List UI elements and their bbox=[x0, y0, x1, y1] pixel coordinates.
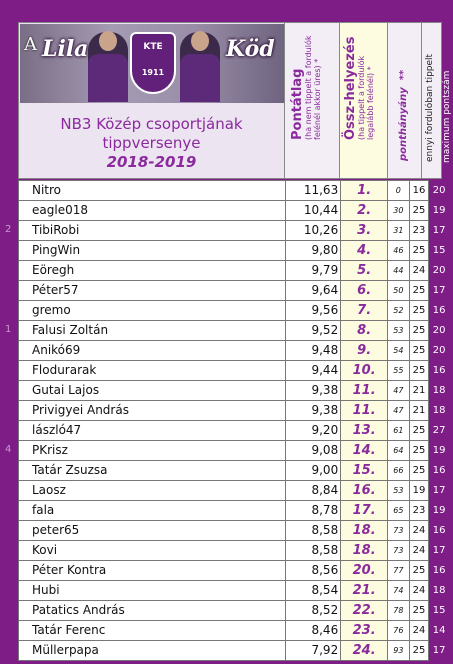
rounds-cell: 21 bbox=[409, 381, 429, 401]
table-row bbox=[19, 521, 450, 541]
player-name: Péter57 bbox=[19, 281, 286, 301]
rank-note-2: legalább felénél) bbox=[366, 72, 376, 141]
player-name: Tatár Zsuzsa bbox=[19, 461, 286, 481]
rounds-label: ennyi fordulóban tippelt bbox=[425, 54, 435, 163]
max-points-cell: 17 bbox=[429, 481, 449, 501]
crest-text: KTE bbox=[143, 42, 163, 52]
average-cell: 9,00 bbox=[286, 461, 341, 481]
table-row bbox=[19, 541, 450, 561]
ratio-cell: 64 bbox=[388, 441, 410, 461]
player-name: Anikó69 bbox=[19, 341, 286, 361]
rounds-cell: 24 bbox=[409, 541, 429, 561]
table-row bbox=[19, 221, 450, 241]
max-points-cell: 16 bbox=[429, 561, 449, 581]
max-points-cell: 17 bbox=[429, 221, 449, 241]
ratio-cell: 93 bbox=[388, 641, 410, 661]
rank-cell: 11. bbox=[341, 401, 388, 421]
rank-note-1: (ha tippelt a fordulók bbox=[357, 55, 367, 141]
average-cell: 8,84 bbox=[286, 481, 341, 501]
banner-word-left: Lila bbox=[42, 36, 89, 62]
rounds-cell: 25 bbox=[409, 641, 429, 661]
table-row bbox=[19, 341, 450, 361]
max-points-cell: 17 bbox=[429, 281, 449, 301]
ratio-cell: 50 bbox=[388, 281, 410, 301]
rounds-cell: 24 bbox=[409, 521, 429, 541]
title-line-2: tippversenye bbox=[102, 134, 201, 152]
player-name: eagle018 bbox=[19, 201, 286, 221]
average-cell: 9,20 bbox=[286, 421, 341, 441]
column-header-rank bbox=[340, 22, 388, 179]
banner-corner-letter: A bbox=[24, 34, 37, 55]
ratio-cell: 73 bbox=[388, 521, 410, 541]
rank-cell: 5. bbox=[341, 261, 388, 281]
rank-cell: 22. bbox=[341, 601, 388, 621]
average-cell: 9,79 bbox=[286, 261, 341, 281]
table-row bbox=[19, 461, 450, 481]
ratio-cell: 61 bbox=[388, 421, 410, 441]
crest-year: 1911 bbox=[141, 68, 165, 77]
table-row bbox=[19, 561, 450, 581]
max-points-cell: 19 bbox=[429, 201, 449, 221]
rank-cell: 14. bbox=[341, 441, 388, 461]
player-name: PKrisz bbox=[19, 441, 286, 461]
player-photo-left bbox=[88, 32, 128, 102]
rounds-cell: 24 bbox=[409, 261, 429, 281]
rank-cell: 7. bbox=[341, 301, 388, 321]
rounds-cell: 25 bbox=[409, 601, 429, 621]
max-points-cell: 19 bbox=[429, 441, 449, 461]
rank-cell: 13. bbox=[341, 421, 388, 441]
ratio-cell: 55 bbox=[388, 361, 410, 381]
max-label: maximum pontszám bbox=[442, 70, 452, 164]
ratio-cell: 47 bbox=[388, 401, 410, 421]
average-cell: 9,64 bbox=[286, 281, 341, 301]
rank-cell: 6. bbox=[341, 281, 388, 301]
table-header bbox=[18, 22, 452, 179]
player-name: Hubi bbox=[19, 581, 286, 601]
rank-cell: 3. bbox=[341, 221, 388, 241]
table-row bbox=[19, 481, 450, 501]
average-cell: 11,63 bbox=[286, 181, 341, 201]
ratio-cell: 53 bbox=[388, 321, 410, 341]
rank-cell: 1. bbox=[341, 181, 388, 201]
average-cell: 9,48 bbox=[286, 341, 341, 361]
side-row-marker: 2 bbox=[5, 224, 12, 235]
table-row bbox=[19, 641, 450, 661]
max-points-cell: 15 bbox=[429, 241, 449, 261]
table-row bbox=[19, 281, 450, 301]
club-crest-icon bbox=[130, 32, 176, 94]
season-label: 2018-2019 bbox=[106, 153, 197, 171]
banner-word-right: Köd bbox=[226, 36, 275, 62]
average-cell: 9,52 bbox=[286, 321, 341, 341]
player-name: Müllerpapa bbox=[19, 641, 286, 661]
average-cell: 9,38 bbox=[286, 401, 341, 421]
rank-cell: 10. bbox=[341, 361, 388, 381]
player-name: Falusi Zoltán bbox=[19, 321, 286, 341]
rounds-cell: 25 bbox=[409, 281, 429, 301]
rounds-cell: 25 bbox=[409, 321, 429, 341]
ratio-cell: 73 bbox=[388, 541, 410, 561]
rank-cell: 9. bbox=[341, 341, 388, 361]
max-points-cell: 16 bbox=[429, 361, 449, 381]
table-row bbox=[19, 261, 450, 281]
rounds-cell: 16 bbox=[409, 181, 429, 201]
player-name: peter65 bbox=[19, 521, 286, 541]
max-points-cell: 20 bbox=[429, 261, 449, 281]
rounds-cell: 21 bbox=[409, 401, 429, 421]
table-row bbox=[19, 601, 450, 621]
rank-cell: 21. bbox=[341, 581, 388, 601]
player-photo-right bbox=[180, 32, 220, 102]
ratio-cell: 0 bbox=[388, 181, 410, 201]
rounds-cell: 25 bbox=[409, 561, 429, 581]
rounds-cell: 25 bbox=[409, 421, 429, 441]
average-cell: 9,08 bbox=[286, 441, 341, 461]
rounds-cell: 24 bbox=[409, 621, 429, 641]
max-points-cell: 16 bbox=[429, 301, 449, 321]
player-name: Eöregh bbox=[19, 261, 286, 281]
rank-cell: 15. bbox=[341, 461, 388, 481]
ratio-cell: 77 bbox=[388, 561, 410, 581]
table-row bbox=[19, 321, 450, 341]
ratio-cell: 54 bbox=[388, 341, 410, 361]
player-name: Gutai Lajos bbox=[19, 381, 286, 401]
rank-cell: 11. bbox=[341, 381, 388, 401]
rounds-cell: 25 bbox=[409, 241, 429, 261]
rank-cell: 16. bbox=[341, 481, 388, 501]
average-cell: 10,26 bbox=[286, 221, 341, 241]
rank-star: * bbox=[366, 66, 376, 71]
rounds-cell: 25 bbox=[409, 361, 429, 381]
ratio-cell: 52 bbox=[388, 301, 410, 321]
rounds-cell: 25 bbox=[409, 301, 429, 321]
player-name: fala bbox=[19, 501, 286, 521]
ratio-label: ponthányány bbox=[398, 87, 409, 161]
table-row bbox=[19, 241, 450, 261]
side-row-marker: 1 bbox=[5, 324, 12, 335]
rank-cell: 20. bbox=[341, 561, 388, 581]
max-points-cell: 17 bbox=[429, 541, 449, 561]
ratio-cell: 66 bbox=[388, 461, 410, 481]
table-row bbox=[19, 301, 450, 321]
player-name: TibiRobi bbox=[19, 221, 286, 241]
average-note-2: felénél akkor üres) bbox=[313, 65, 323, 141]
rounds-cell: 19 bbox=[409, 481, 429, 501]
rounds-cell: 25 bbox=[409, 341, 429, 361]
max-points-cell: 19 bbox=[429, 501, 449, 521]
rounds-cell: 23 bbox=[409, 221, 429, 241]
table-row bbox=[19, 181, 450, 201]
average-cell: 8,46 bbox=[286, 621, 341, 641]
average-cell: 8,56 bbox=[286, 561, 341, 581]
max-points-cell: 18 bbox=[429, 401, 449, 421]
player-name: Péter Kontra bbox=[19, 561, 286, 581]
ratio-cell: 53 bbox=[388, 481, 410, 501]
player-name: gremo bbox=[19, 301, 286, 321]
rounds-cell: 24 bbox=[409, 581, 429, 601]
ratio-cell: 74 bbox=[388, 581, 410, 601]
table-row bbox=[19, 441, 450, 461]
rank-cell: 18. bbox=[341, 541, 388, 561]
column-header-ratio bbox=[388, 22, 422, 179]
rank-cell: 4. bbox=[341, 241, 388, 261]
ratio-cell: 65 bbox=[388, 501, 410, 521]
ratio-cell: 44 bbox=[388, 261, 410, 281]
ratio-cell: 46 bbox=[388, 241, 410, 261]
table-row bbox=[19, 581, 450, 601]
average-star: * bbox=[313, 58, 323, 63]
ratio-cell: 31 bbox=[388, 221, 410, 241]
table-row bbox=[19, 421, 450, 441]
table-row bbox=[19, 201, 450, 221]
player-name: Nitro bbox=[19, 181, 286, 201]
max-points-cell: 14 bbox=[429, 621, 449, 641]
table-row bbox=[19, 361, 450, 381]
average-cell: 8,58 bbox=[286, 521, 341, 541]
rank-cell: 2. bbox=[341, 201, 388, 221]
rank-cell: 23. bbox=[341, 621, 388, 641]
max-points-cell: 27 bbox=[429, 421, 449, 441]
player-name: Privigyei András bbox=[19, 401, 286, 421]
ratio-star: ** bbox=[398, 69, 409, 81]
max-points-cell: 20 bbox=[429, 321, 449, 341]
max-points-cell: 20 bbox=[429, 341, 449, 361]
average-cell: 9,80 bbox=[286, 241, 341, 261]
table-row bbox=[19, 501, 450, 521]
player-name: Tatár Ferenc bbox=[19, 621, 286, 641]
player-name: Flodurarak bbox=[19, 361, 286, 381]
average-cell: 9,44 bbox=[286, 361, 341, 381]
rounds-cell: 25 bbox=[409, 201, 429, 221]
rounds-cell: 23 bbox=[409, 501, 429, 521]
rounds-cell: 25 bbox=[409, 441, 429, 461]
max-points-cell: 15 bbox=[429, 601, 449, 621]
max-points-cell: 17 bbox=[429, 641, 449, 661]
column-header-rounds bbox=[422, 22, 442, 179]
standings-table bbox=[18, 180, 449, 661]
player-name: Kovi bbox=[19, 541, 286, 561]
average-cell: 7,92 bbox=[286, 641, 341, 661]
ratio-cell: 30 bbox=[388, 201, 410, 221]
ratio-cell: 76 bbox=[388, 621, 410, 641]
rank-cell: 18. bbox=[341, 521, 388, 541]
table-row bbox=[19, 621, 450, 641]
max-points-cell: 18 bbox=[429, 581, 449, 601]
side-row-marker: 4 bbox=[5, 444, 12, 455]
average-cell: 8,58 bbox=[286, 541, 341, 561]
max-points-cell: 20 bbox=[429, 181, 449, 201]
average-cell: 10,44 bbox=[286, 201, 341, 221]
player-name: lászló47 bbox=[19, 421, 286, 441]
column-header-max bbox=[442, 22, 452, 179]
average-cell: 8,52 bbox=[286, 601, 341, 621]
rounds-cell: 25 bbox=[409, 461, 429, 481]
rank-cell: 17. bbox=[341, 501, 388, 521]
club-banner-image bbox=[20, 24, 284, 103]
ratio-cell: 47 bbox=[388, 381, 410, 401]
average-cell: 8,78 bbox=[286, 501, 341, 521]
rank-label: Össz-helyezés bbox=[343, 36, 358, 141]
player-name: Patatics András bbox=[19, 601, 286, 621]
rank-cell: 8. bbox=[341, 321, 388, 341]
title-line-1: NB3 Közép csoportjának bbox=[60, 115, 243, 133]
ratio-cell: 78 bbox=[388, 601, 410, 621]
average-cell: 9,56 bbox=[286, 301, 341, 321]
max-points-cell: 18 bbox=[429, 381, 449, 401]
max-points-cell: 16 bbox=[429, 461, 449, 481]
average-cell: 9,38 bbox=[286, 381, 341, 401]
column-header-average bbox=[285, 22, 340, 179]
title-box bbox=[18, 22, 285, 179]
table-row bbox=[19, 401, 450, 421]
player-name: Laosz bbox=[19, 481, 286, 501]
rank-cell: 24. bbox=[341, 641, 388, 661]
max-points-cell: 16 bbox=[429, 521, 449, 541]
average-note-1: (ha nem tippelt a fordulók bbox=[304, 35, 314, 141]
table-row bbox=[19, 381, 450, 401]
player-name: PingWin bbox=[19, 241, 286, 261]
average-label: Pontátlag bbox=[290, 68, 305, 141]
average-cell: 8,54 bbox=[286, 581, 341, 601]
